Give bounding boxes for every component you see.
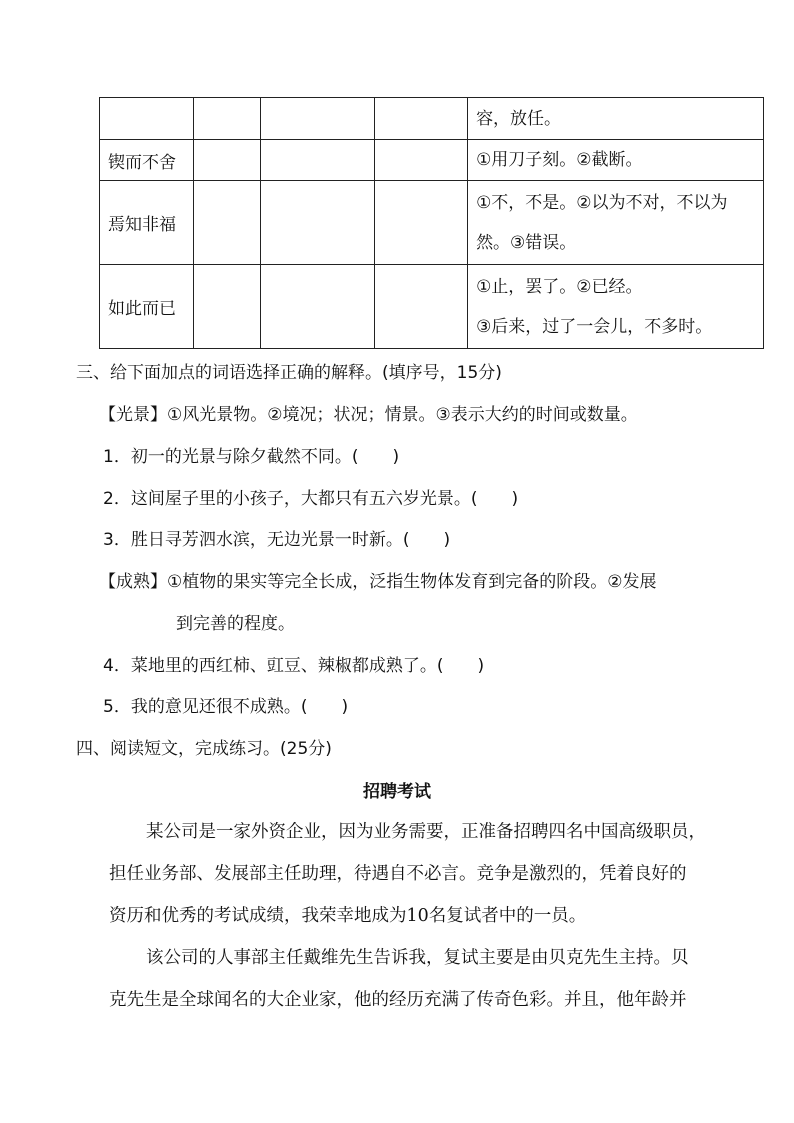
blank-cell xyxy=(261,140,374,181)
blank-cell xyxy=(194,265,261,349)
question-item: 4．菜地里的西红柿、豇豆、辣椒都成熟了。( ) xyxy=(103,656,485,676)
meaning-line: ③后来，过了一会儿，不多时。 xyxy=(476,316,713,337)
term-cell xyxy=(100,98,194,140)
question-item: 5．我的意见还很不成熟。( ) xyxy=(103,697,349,717)
table-row xyxy=(100,140,764,181)
question-item: 2．这间屋子里的小孩子，大都只有五六岁光景。( ) xyxy=(103,489,519,509)
definition-guangjing: 【光景】①风光景物。②境况；状况；情景。③表示大约的时间或数量。 xyxy=(99,405,638,425)
passage-line: 某公司是一家外资企业，因为业务需要，正准备招聘四名中国高级职员， xyxy=(146,822,706,842)
table-row xyxy=(100,265,764,349)
blank-cell xyxy=(374,98,467,140)
term-cell: 焉知非福 xyxy=(100,181,194,265)
meaning-line: 然。③错误。 xyxy=(476,232,577,253)
meaning-line: ①止，罢了。②已经。 xyxy=(476,276,643,297)
vocabulary-table xyxy=(99,97,764,349)
passage-title: 招聘考试 xyxy=(363,782,431,802)
term-cell: 如此而已 xyxy=(100,265,194,349)
blank-cell xyxy=(194,98,261,140)
meaning-cell xyxy=(468,140,764,181)
blank-cell xyxy=(261,98,374,140)
meaning-line: 容，放任。 xyxy=(476,108,562,129)
blank-cell xyxy=(374,265,467,349)
passage-line: 资历和优秀的考试成绩，我荣幸地成为10名复试者中的一员。 xyxy=(109,906,587,926)
meaning-cell xyxy=(468,98,764,140)
meaning-line: ①用刀子刻。②截断。 xyxy=(476,150,643,170)
passage-line: 克先生是全球闻名的大企业家，他的经历充满了传奇色彩。并且，他年龄并 xyxy=(109,990,687,1010)
meaning-line: ①不，不是。②以为不对，不以为 xyxy=(476,192,728,213)
table-row xyxy=(100,181,764,265)
blank-cell xyxy=(261,181,374,265)
table-row xyxy=(100,98,764,140)
definition-chengshu-cont: 到完善的程度。 xyxy=(176,614,295,634)
question-item: 1．初一的光景与除夕截然不同。( ) xyxy=(103,447,400,467)
blank-cell xyxy=(374,181,467,265)
meaning-cell xyxy=(468,265,764,349)
blank-cell xyxy=(374,140,467,181)
passage-line: 该公司的人事部主任戴维先生告诉我，复试主要是由贝克先生主持。贝 xyxy=(146,948,689,968)
blank-cell xyxy=(261,265,374,349)
section-3-heading: 三、给下面加点的词语选择正确的解释。(填序号，15分) xyxy=(76,363,502,383)
blank-cell xyxy=(194,140,261,181)
definition-chengshu: 【成熟】①植物的果实等完全长成，泛指生物体发育到完备的阶段。②发展 xyxy=(99,572,657,592)
blank-cell xyxy=(194,181,261,265)
meaning-cell xyxy=(468,181,764,265)
section-4-heading: 四、阅读短文，完成练习。(25分) xyxy=(76,739,332,759)
passage-line: 担任业务部、发展部主任助理，待遇自不必言。竞争是激烈的，凭着良好的 xyxy=(109,864,687,884)
question-item: 3．胜日寻芳泗水滨，无边光景一时新。( ) xyxy=(103,530,451,550)
term-cell: 锲而不舍 xyxy=(100,140,194,181)
